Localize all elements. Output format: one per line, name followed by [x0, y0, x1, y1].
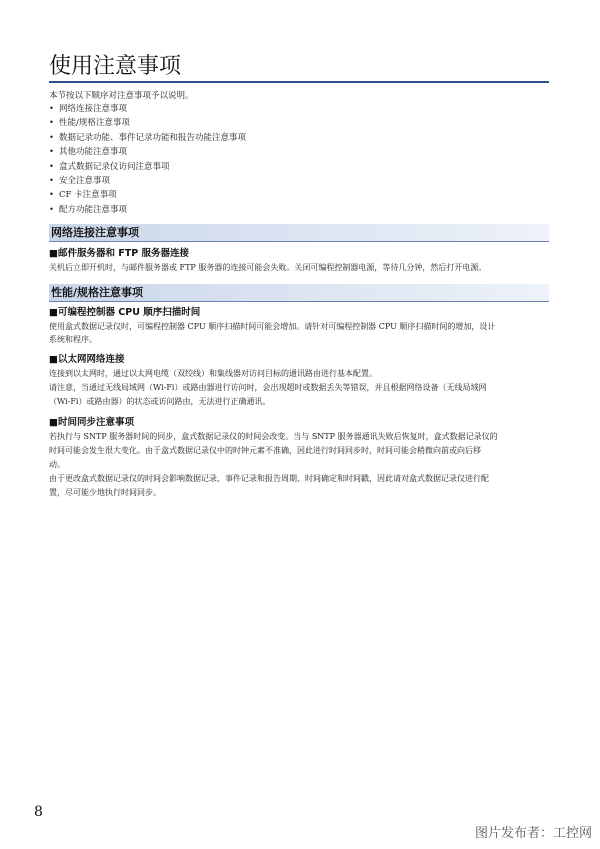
- toc-item-label: 配方功能注意事项: [59, 204, 128, 215]
- toc-item[interactable]: [49, 145, 549, 159]
- title-rule: [49, 81, 549, 83]
- section-title: 性能/规格注意事项: [51, 286, 144, 299]
- section-divider: [49, 301, 549, 302]
- section-header-network: [49, 224, 549, 242]
- bullet-icon: •: [49, 132, 55, 143]
- toc-item[interactable]: [49, 160, 549, 174]
- subheading-ethernet: ■以太网网络连接: [49, 354, 125, 365]
- toc-item[interactable]: [49, 102, 549, 116]
- bullet-icon: •: [49, 161, 55, 172]
- paragraph-line: 由于更改盒式数据记录仪的时间会影响数据记录、事件记录和报告周期、时间确定和时间戳，因此请对盒式数据记录仪进行配: [49, 474, 489, 483]
- section-header-performance: [49, 284, 549, 302]
- paragraph-line: 连接到以太网时，通过以太网电缆（双绞线）和集线器对访问目标的通讯路由进行基本配置。: [49, 369, 377, 378]
- paragraph-line: 动。: [49, 460, 65, 469]
- paragraph-line: 系统和程序。: [49, 335, 97, 344]
- paragraph-line: 时间可能会发生很大变化。由于盒式数据记录仪中的时钟元素不准确，因此进行时间同步时，时间可能会稍微向前或向后移: [49, 446, 481, 455]
- toc-item-label: CF 卡注意事项: [59, 190, 117, 201]
- toc-item-label: 盒式数据记录仪访问注意事项: [59, 161, 170, 172]
- section-title: 网络连接注意事项: [51, 226, 139, 239]
- paragraph-line: 请注意，当通过无线局域网（Wi-Fi）或路由器进行访问时，会出现超时或数据丢失等错误，并且根据网络设备（无线局域网: [49, 383, 487, 392]
- subheading-cpu-scan: ■可编程控制器 CPU 顺序扫描时间: [49, 307, 201, 318]
- bullet-icon: •: [49, 147, 55, 158]
- bullet-icon: •: [49, 118, 55, 129]
- section-divider: [49, 241, 549, 242]
- paragraph-line: 置，尽可能少地执行时间同步。: [49, 488, 161, 497]
- bullet-icon: •: [49, 104, 55, 114]
- toc-item[interactable]: [49, 203, 549, 217]
- subheading-mail-ftp: ■邮件服务器和 FTP 服务器连接: [49, 248, 190, 259]
- watermark: 图片发布者：工控网: [474, 826, 592, 841]
- paragraph-line: 若执行与 SNTP 服务器时间的同步，盒式数据记录仪的时间会改变。当与 SNTP 服务器通讯失败后恢复时，盒式数据记录仪的: [49, 432, 498, 441]
- toc-item-label: 安全注意事项: [59, 176, 111, 187]
- toc-list: [49, 102, 549, 217]
- toc-item[interactable]: [49, 131, 549, 145]
- toc-item-label: 网络连接注意事项: [59, 104, 128, 114]
- toc-item-label: 数据记录功能、事件记录功能和报告功能注意事项: [59, 132, 247, 143]
- bullet-icon: •: [49, 190, 55, 201]
- page-title: 使用注意事项: [49, 54, 182, 79]
- toc-item-label: 性能/规格注意事项: [59, 118, 130, 129]
- toc-item-label: 其他功能注意事项: [59, 147, 128, 158]
- intro-text: 本节按以下顺序对注意事项予以说明。: [49, 91, 194, 101]
- toc-item[interactable]: [49, 116, 549, 130]
- toc-item[interactable]: [49, 174, 549, 188]
- bullet-icon: •: [49, 176, 55, 187]
- page-number: 8: [34, 804, 43, 820]
- subheading-time-sync: ■时间同步注意事项: [49, 417, 134, 428]
- bullet-icon: •: [49, 204, 55, 215]
- paragraph: 关机后立即开机时，与邮件服务器或 FTP 服务器的连接可能会失败。关闭可编程控制器电源，等待几分钟，然后打开电源。: [49, 263, 487, 272]
- toc-item[interactable]: [49, 188, 549, 202]
- paragraph-line: （Wi-Fi）或路由器）的状态或访问路由，无法进行正确通讯。: [49, 397, 271, 406]
- paragraph-line: 使用盒式数据记录仪时，可编程控制器 CPU 顺序扫描时间可能会增加。请针对可编程控制器 CPU 顺序扫描时间的增加，设计: [49, 322, 496, 331]
